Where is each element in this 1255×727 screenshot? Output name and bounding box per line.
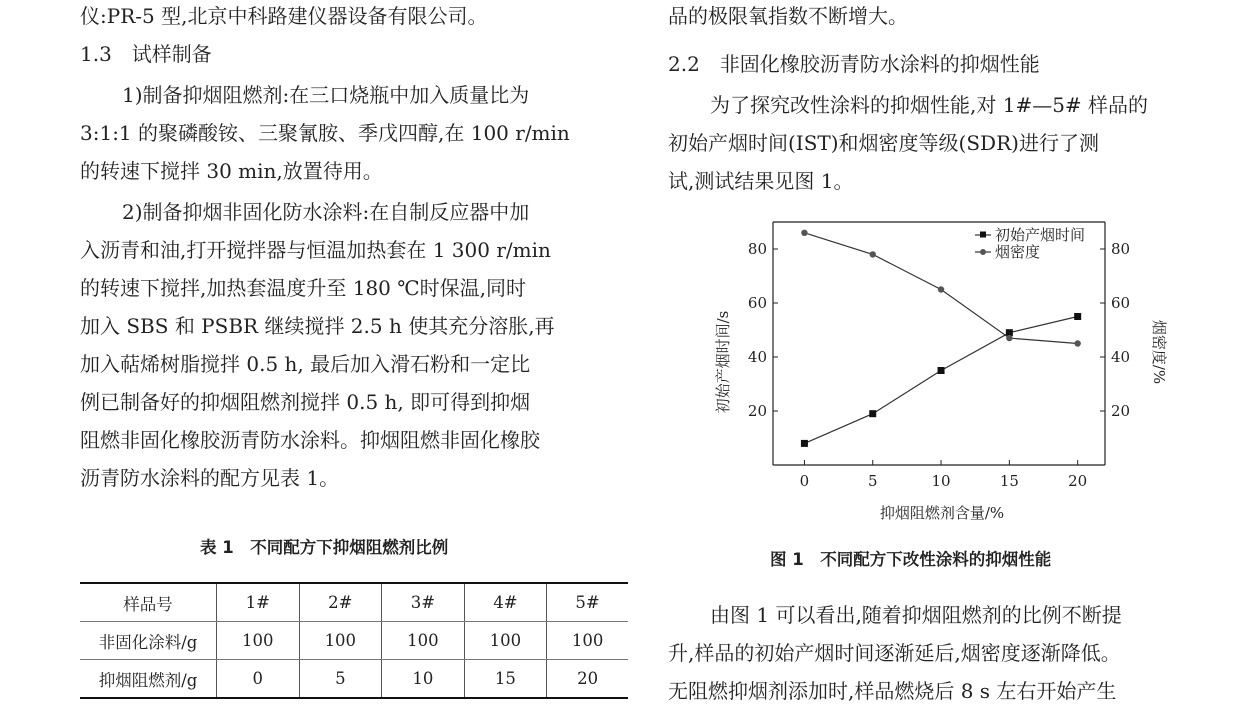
- legend-label: 烟密度: [995, 243, 1041, 261]
- text-line: 入沥青和油,打开搅拌器与恒温加热套在 1 300 r/min: [80, 238, 551, 262]
- x-tick-label: 5: [867, 472, 878, 490]
- series-2-point: [1074, 340, 1080, 346]
- table-row: [80, 622, 628, 660]
- legend-marker-circle: [980, 249, 986, 255]
- text-line: 加入 SBS 和 PSBR 继续搅拌 2.5 h 使其充分溶胀,再: [80, 314, 555, 338]
- table-cell: 5#: [547, 583, 628, 622]
- x-tick-label: 0: [799, 472, 810, 490]
- text-line: 由图 1 可以看出,随着抑烟阻燃剂的比例不断提: [710, 603, 1122, 627]
- table-cell: 100: [299, 622, 382, 660]
- table-cell: 4#: [464, 583, 547, 622]
- x-axis-label: 抑烟阻燃剂含量/%: [879, 504, 1005, 522]
- x-tick-label: 10: [931, 472, 951, 490]
- y2-tick-label: 60: [1111, 294, 1131, 312]
- table-1: [80, 582, 628, 699]
- y-tick-label: 20: [747, 402, 767, 420]
- y2-tick-label: 40: [1111, 348, 1131, 366]
- x-tick-label: 15: [999, 472, 1019, 490]
- text-line: 初始产烟时间(IST)和烟密度等级(SDR)进行了测: [668, 131, 1099, 155]
- table-row: [80, 583, 628, 622]
- table-cell: 10: [382, 660, 465, 699]
- y-axis-label: 初始产烟时间/s: [714, 310, 732, 414]
- series-2-point: [938, 286, 944, 292]
- y-tick-label: 40: [747, 348, 767, 366]
- table-cell: 抑烟阻燃剂/g: [80, 660, 217, 699]
- series-1-point: [1074, 313, 1081, 320]
- series-2-point: [870, 251, 876, 257]
- section-heading-1-3: 1.3 试样制备: [80, 42, 212, 66]
- text-line: 1)制备抑烟阻燃剂:在三口烧瓶中加入质量比为: [122, 83, 530, 107]
- table-cell: 100: [217, 622, 300, 660]
- table-cell: 20: [547, 660, 628, 699]
- table-cell: 15: [464, 660, 547, 699]
- table-cell: 100: [464, 622, 547, 660]
- legend-marker-square: [980, 232, 986, 238]
- series-1-point: [801, 440, 808, 447]
- text-line: 例已制备好的抑烟阻燃剂搅拌 0.5 h, 即可得到抑烟: [80, 390, 531, 414]
- figure-caption: 图 1 不同配方下改性涂料的抑烟性能: [770, 550, 1052, 569]
- series-2-point: [801, 230, 807, 236]
- table-cell: 2#: [299, 583, 382, 622]
- text-line: 升,样品的初始产烟时间逐渐延后,烟密度逐渐降低。: [668, 641, 1121, 665]
- text-line: 3:1:1 的聚磷酸铵、三聚氰胺、季戊四醇,在 100 r/min: [80, 121, 570, 145]
- series-1-point: [869, 410, 876, 417]
- table-cell: 非固化涂料/g: [80, 622, 217, 660]
- y-tick-label: 80: [747, 240, 767, 258]
- y-tick-label: 60: [747, 294, 767, 312]
- y2-axis-label: 烟密度/%: [1150, 319, 1168, 385]
- text-line: 的转速下搅拌,加热套温度升至 180 ℃时保温,同时: [80, 276, 526, 300]
- table-cell: 样品号: [80, 583, 217, 622]
- text-line: 的转速下搅拌 30 min,放置待用。: [80, 159, 383, 183]
- y2-tick-label: 80: [1111, 240, 1131, 258]
- x-tick-label: 20: [1068, 472, 1088, 490]
- section-heading-2-2: 2.2 非固化橡胶沥青防水涂料的抑烟性能: [668, 52, 1040, 76]
- plot-layer: [748, 222, 1130, 490]
- series-2-point: [1006, 335, 1012, 341]
- y2-tick-label: 20: [1111, 402, 1131, 420]
- text-line: 2)制备抑烟非固化防水涂料:在自制反应器中加: [122, 200, 530, 224]
- text-line: 阻燃非固化橡胶沥青防水涂料。抑烟阻燃非固化橡胶: [80, 428, 540, 452]
- table-cell: 100: [547, 622, 628, 660]
- figure-1-chart: [700, 212, 1168, 532]
- legend-label: 初始产烟时间: [995, 226, 1086, 244]
- table-caption: 表 1 不同配方下抑烟阻燃剂比例: [200, 538, 449, 557]
- text-line: 无阻燃抑烟剂添加时,样品燃烧后 8 s 左右开始产生: [668, 679, 1117, 703]
- text-line: 加入萜烯树脂搅拌 0.5 h, 最后加入滑石粉和一定比: [80, 352, 531, 376]
- table-cell: 5: [299, 660, 382, 699]
- text-line: 试,测试结果见图 1。: [668, 169, 854, 193]
- series-line-1: [804, 317, 1077, 444]
- table-cell: 1#: [217, 583, 300, 622]
- text-line: 沥青防水涂料的配方见表 1。: [80, 466, 340, 490]
- table-cell: 100: [382, 622, 465, 660]
- text-line: 品的极限氧指数不断增大。: [668, 4, 908, 28]
- text-line: 仪:PR-5 型,北京中科路建仪器设备有限公司。: [80, 4, 488, 28]
- table-cell: 3#: [382, 583, 465, 622]
- text-line: 为了探究改性涂料的抑烟性能,对 1#—5# 样品的: [710, 93, 1149, 117]
- series-1-point: [938, 367, 945, 374]
- table-cell: 0: [217, 660, 300, 699]
- table-row: [80, 660, 628, 699]
